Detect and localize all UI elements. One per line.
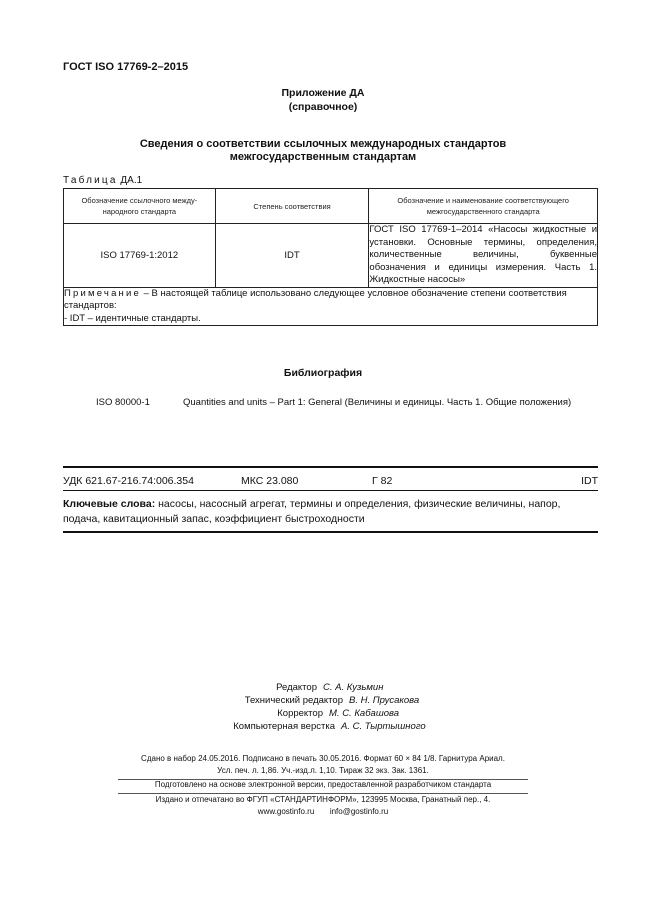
table-header-row <box>64 189 598 224</box>
section-title <box>0 138 646 164</box>
header-intl-standard <box>64 189 216 224</box>
imprint-line-5: www.gostinfo.ru info@gostinfo.ru <box>257 807 389 816</box>
divider-top <box>63 466 598 468</box>
keywords-text: насосы, насосный агрегат, термины и определения, физические величины, напор, подача, кавитационный запас, коэффициент быстроходности <box>63 498 561 525</box>
cell-national-standard: ГОСТ ISO 17769-1–2014 «Насосы жидкостные и установки. Основные термины, определения, количественные величины, буквенные обозначения и единицы измерения. Часть 1. Жидкостные насосы» <box>369 224 597 285</box>
note-paragraph <box>64 288 597 313</box>
table-label-word: Таблица <box>63 175 118 186</box>
imprint-line-1: Сдано в набор 24.05.2016. Подписано в печать 30.05.2016. Формат 60 × 84 1/8. Гарнитура Ариал. <box>141 754 505 763</box>
header-national-standard-line-2: межгосударственного стандарта <box>426 207 540 216</box>
table-row <box>64 224 598 288</box>
appendix-title: Приложение ДА <box>281 87 365 99</box>
table-note <box>64 287 598 326</box>
keywords-label: Ключевые слова: <box>63 498 156 510</box>
imprint-line-2: Усл. печ. л. 1,86. Уч.-изд.л. 1,10. Тираж 32 экз. Зак. 1361. <box>217 766 429 775</box>
udk-code: УДК 621.67-216.74:006.354 <box>63 475 194 487</box>
imprint-divider-2 <box>118 793 528 794</box>
note-text: – В настоящей таблице использовано следующее условное обозначение степени соответствия стандартов: <box>64 287 567 311</box>
table-label-id: ДА.1 <box>120 175 143 186</box>
section-title-line-2: межгосударственным стандартам <box>229 151 417 163</box>
credit-name: М. С. Кабашова <box>329 708 400 719</box>
credit-role: Компьютерная верстка <box>233 721 335 732</box>
credit-name: С. А. Кузьмин <box>323 682 384 693</box>
bibliography-title: Библиография <box>283 367 363 379</box>
credit-name: А. С. Тыртышного <box>341 721 426 732</box>
appendix-subtitle: (справочное) <box>288 101 358 113</box>
mks-code: МКС 23.080 <box>241 475 299 487</box>
credit-role: Технический редактор <box>244 695 343 706</box>
bibliography-entry-text: Quantities and units – Part 1: General (Величины и единицы. Часть 1. Общие положения) <box>183 397 572 408</box>
cell-intl-standard: ISO 17769-1:2012 <box>64 224 216 288</box>
bibliography-entry-number: ISO 80000-1 <box>96 397 150 408</box>
table-label <box>63 175 142 186</box>
note-label: Примечание <box>64 287 141 299</box>
header-intl-standard-line-1: Обозначение ссылочного между- <box>81 196 198 205</box>
keywords <box>63 497 598 527</box>
header-intl-standard-line-2: народного стандарта <box>102 207 177 216</box>
credit-role: Редактор <box>276 682 317 693</box>
section-title-line-1: Сведения о соответствии ссылочных международных стандартов <box>139 138 507 150</box>
table-note-row <box>64 287 598 326</box>
imprint-line-3: Подготовлено на основе электронной версии, предоставленной разработчиком стандарта <box>154 780 492 789</box>
idt-code: IDT <box>581 475 598 487</box>
credit-name: В. Н. Прусакова <box>349 695 420 706</box>
imprint-line-4: Издано и отпечатано во ФГУП «СТАНДАРТИНФОРМ», 123995 Москва, Гранатный пер., 4. <box>155 795 491 804</box>
g-code: Г 82 <box>372 475 393 487</box>
divider-bottom <box>63 531 598 533</box>
correspondence-table <box>63 188 598 326</box>
header-degree: Степень соответствия <box>215 189 369 224</box>
header-national-standard <box>369 189 598 224</box>
document-code: ГОСТ ISO 17769-2–2015 <box>63 61 189 73</box>
cell-degree: IDT <box>215 224 369 288</box>
note-item: - IDT – идентичные стандарты. <box>64 312 201 324</box>
divider-mid <box>63 490 598 491</box>
credit-role: Корректор <box>277 708 323 719</box>
header-national-standard-line-1: Обозначение и наименование соответствующего <box>397 196 569 205</box>
